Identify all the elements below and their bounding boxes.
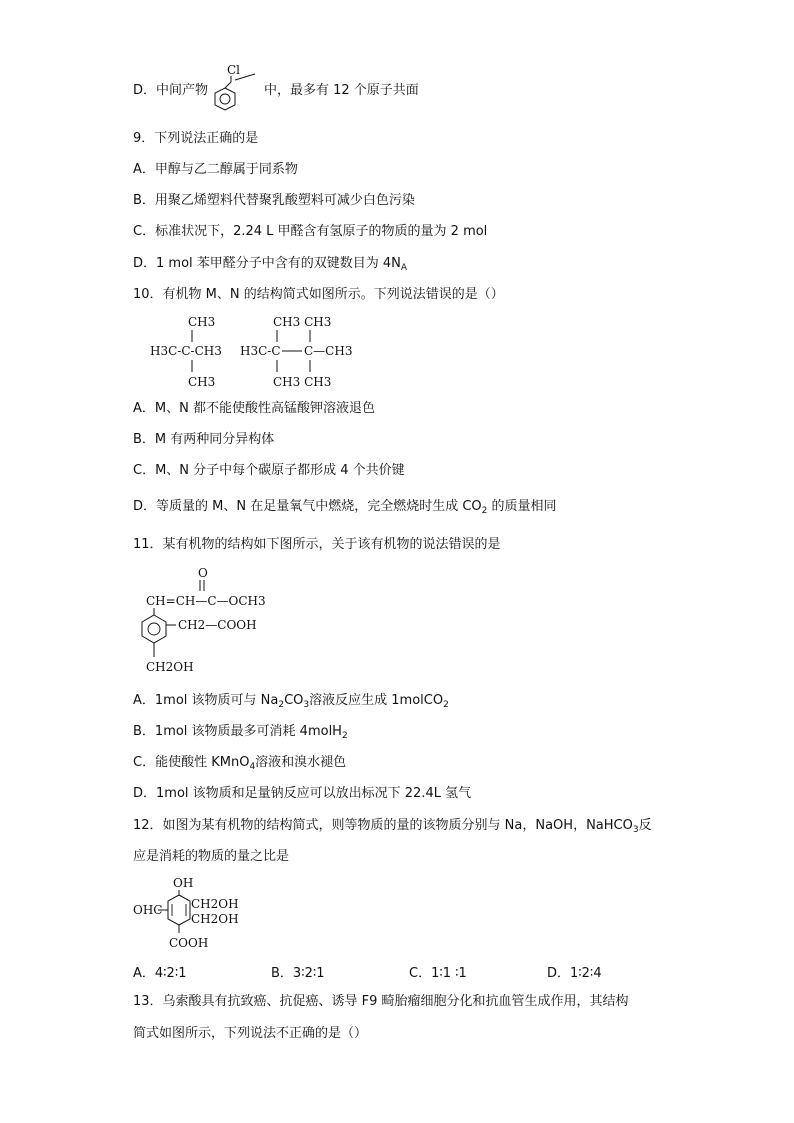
q11-a-tail: 溶液反应生成 1molCO: [309, 693, 444, 708]
carboxyl-group: COOH: [169, 936, 209, 950]
q8-d-suffix-line: [264, 82, 419, 100]
q9-option-c: C．标准状况下，2.24 L 甲醛含有氢原子的物质的量为 2 mol: [133, 224, 488, 239]
q10-option-d: [133, 498, 557, 516]
acetic-acid-side-chain: CH2—COOH: [178, 618, 257, 632]
q8-d-suffix: 中，最多有 12 个原子共面: [264, 83, 419, 98]
q10-structure-m: [150, 310, 250, 392]
q9-d-sub: A: [400, 263, 408, 273]
q10-structure-n: [240, 310, 370, 392]
q13-stem-line2: 简式如图所示，下列说法不正确的是（）: [133, 1026, 368, 1041]
ch2oh-lower: CH2OH: [191, 912, 239, 926]
q11-option-a: A．1mol 该物质可与 $Na_2CO_3$溶液反应生成 1molCO$_2$: [133, 693, 449, 710]
q11-stem: 11．某有机物的结构如下图所示，关于该有机物的说法错误的是: [133, 537, 501, 552]
q11-a-mid: CO: [284, 693, 304, 708]
q8-option-d: [133, 82, 208, 100]
q9-option-a: A．甲醇与乙二醇属于同系物: [133, 162, 298, 177]
q9-d-main: D．1 mol 苯甲醛分子中含有的双键数目为 4N: [133, 256, 401, 271]
q11-option-b: B．1mol 该物质最多可消耗 4molH$_2$: [133, 724, 348, 741]
q11-structure: [140, 565, 270, 677]
hydroxymethyl-group: CH2OH: [146, 660, 194, 674]
q9-option-d: [133, 255, 407, 273]
q12-stem-line1: 12．如图为某有机物的结构简式，则等物质的量的该物质分别与 Na，NaOH，NaHCO$_3$反: [133, 818, 652, 835]
carbonyl-oxygen: O: [198, 566, 208, 580]
n-top-ch3-pair: CH3 CH3: [273, 315, 332, 329]
q12-stem-line2: 应是消耗的物质的量之比是: [133, 849, 290, 864]
q12-stem-main: 12．如图为某有机物的结构简式，则等物质的量的该物质分别与 Na，NaOH，NaHCO: [133, 818, 633, 833]
ester-chain: CH=CH—C—OCH3: [146, 594, 266, 608]
q12-structure: [133, 873, 253, 953]
aldehyde-group: OHC: [133, 903, 163, 917]
q8-structure: [207, 60, 267, 116]
q11-c-tail: 溶液和溴水褪色: [255, 755, 347, 770]
q11-b-main: B．1mol 该物质最多可消耗 4molH: [133, 724, 342, 739]
q10-d-main: D．等质量的 M、N 在足量氧气中燃烧，完全燃烧时生成 CO: [133, 499, 482, 514]
q11-option-d: D．1mol 该物质和足量钠反应可以放出标况下 22.4L 氢气: [133, 786, 472, 801]
q12-stem-tail: 反: [638, 818, 652, 833]
q12-option-d: D．1∶2∶4: [547, 966, 602, 981]
q10-d-tail: 的质量相同: [487, 499, 557, 514]
n-bottom-ch3-pair: CH3 CH3: [273, 375, 332, 389]
q9-stem: 9．下列说法正确的是: [133, 131, 259, 146]
ch2oh-upper: CH2OH: [191, 897, 239, 911]
n-middle-left: H3C-C: [240, 344, 281, 358]
m-middle-row: H3C-C-CH3: [150, 344, 222, 358]
hydroxyl-top: OH: [173, 876, 194, 890]
m-top-ch3: CH3: [188, 315, 216, 329]
q10-option-c: C．M、N 分子中每个碳原子都形成 4 个共价键: [133, 463, 405, 478]
q11-c-main: C．能使酸性 KMnO: [133, 755, 250, 770]
q12-option-b: B．3∶2∶1: [271, 966, 325, 981]
q9-option-b: B．用聚乙烯塑料代替聚乳酸塑料可减少白色污染: [133, 193, 415, 208]
q12-option-a: A．4∶2∶1: [133, 966, 187, 981]
chlorine-label: Cl: [227, 63, 241, 77]
q10-stem: 10．有机物 M、N 的结构简式如图所示。下列说法错误的是（）: [133, 287, 504, 302]
q10-option-b: B．M 有两种同分异构体: [133, 432, 275, 447]
q8-d-prefix: D．中间产物: [133, 83, 209, 98]
m-bottom-ch3: CH3: [188, 375, 216, 389]
q10-d-sub: 2: [481, 506, 488, 516]
q13-stem-line1: 13．乌索酸具有抗致癌、抗促癌、诱导 F9 畸胎瘤细胞分化和抗血管生成作用，其结构: [133, 994, 629, 1009]
q12-option-c: C．1∶1 ∶1: [409, 966, 467, 981]
q10-option-a: A．M、N 都不能使酸性高锰酸钾溶液退色: [133, 401, 375, 416]
q11-option-c: C．能使酸性 KMnO$_4$溶液和溴水褪色: [133, 755, 347, 772]
n-middle-right: C—CH3: [304, 344, 353, 358]
q11-a-main: A．1mol 该物质可与 Na: [133, 693, 279, 708]
